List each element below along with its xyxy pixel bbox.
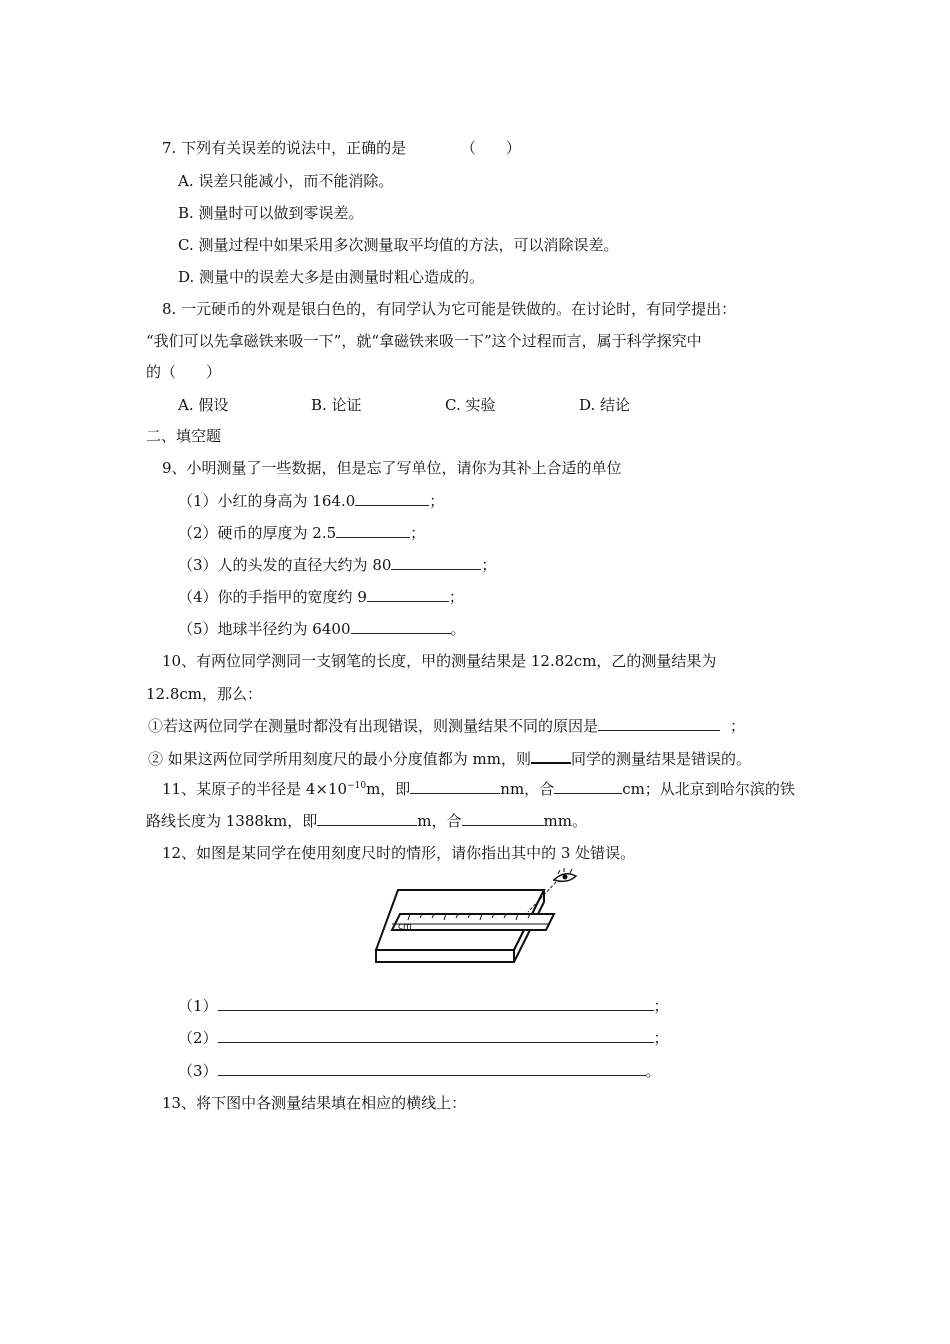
q7-stem-text: 7. 下列有关误差的说法中，正确的是 [162,139,407,157]
ruler-figure [368,862,584,972]
q9-item-5-text: （5）地球半径约为 6400 [178,620,351,638]
q12-answer-3-num: （3） [178,1062,218,1080]
q10-line-1: 10、有两位同学测同一支钢笔的长度，甲的测量结果是 12.82cm，乙的测量结果为 [162,652,717,670]
q9-item-1-text: （1）小红的身高为 164.0 [178,492,356,510]
q10-line-2: 12.8cm，那么： [146,685,263,703]
q10-sub-2 [148,748,751,769]
q9-item-3 [178,555,496,575]
q7-option-d: D. 测量中的误差大多是由测量时粗心造成的。 [178,268,485,286]
section-title-fill-in: 二、填空题 [146,427,222,445]
q9-item-3-text: （3）人的头发的直径大约为 80 [178,556,392,574]
q8-line-1: 8. 一元硬币的外观是银白色的，有同学认为它可能是铁做的。在讨论时，有同学提出： [162,300,737,318]
q9-item-4 [178,587,464,607]
q12-answer-2-blank[interactable] [218,1028,654,1043]
q8-option-b: B. 论证 [311,396,362,414]
q7-answer-paren: （ ） [460,139,521,157]
q9-item-5 [178,619,466,639]
q7-option-b: B. 测量时可以做到零误差。 [178,204,364,222]
q8-line-3: 的（ ） [146,363,222,381]
q9-item-3-end: ； [481,556,497,574]
q12-answer-1-end: ； [653,997,669,1015]
q12-answer-3-end: 。 [645,1062,661,1080]
q12-answer-2-end: ； [653,1029,669,1047]
q7-stem [162,138,521,158]
q9-item-5-end: 。 [450,620,466,638]
q12-answer-3 [178,1061,661,1081]
q8-option-d: D. 结论 [579,396,631,414]
q10-sub-2-text-b: 同学的测量结果是错误的。 [571,750,752,768]
q7-option-c: C. 测量过程中如果采用多次测量取平均值的方法，可以消除误差。 [178,236,619,254]
q9-item-2 [178,523,425,543]
q13-stem: 13、将下图中各测量结果填在相应的横线上： [162,1094,467,1112]
q10-sub-1 [148,716,745,736]
q9-item-3-blank[interactable] [391,555,481,570]
eye-icon [554,868,576,881]
q11-text-c: nm，合 [500,780,555,798]
q10-sub-2-blank[interactable] [531,748,571,764]
block-front-face [376,950,514,962]
q9-item-1-blank[interactable] [355,491,429,506]
q12-answer-2 [178,1028,669,1048]
q9-item-1-end: ； [429,492,445,510]
q11-blank-mm[interactable] [462,811,544,826]
ruler-unit-label: cm [398,922,412,932]
q11-blank-cm[interactable] [554,779,622,794]
q8-line-2: “我们可以先拿磁铁来吸一下”，就“拿磁铁来吸一下”这个过程而言，属于科学探究中 [146,332,702,350]
q12-answer-1 [178,996,669,1016]
q11-line-1 [162,779,795,799]
q10-sub-1-text: ①若这两位同学在测量时都没有出现错误，则测量结果不同的原因是 [148,717,599,735]
q9-item-2-text: （2）硬币的厚度为 2.5 [178,524,337,542]
q9-item-2-end: ； [410,524,426,542]
q12-answer-3-blank[interactable] [218,1061,646,1076]
q9-item-2-blank[interactable] [336,523,410,538]
q7-option-a: A. 误差只能减小，而不能消除。 [178,172,394,190]
q9-item-5-blank[interactable] [351,619,451,634]
q9-item-4-text: （4）你的手指甲的宽度约 9 [178,588,367,606]
q11-blank-m[interactable] [317,811,417,826]
q9-item-4-end: ； [448,588,464,606]
q10-sub-1-end: ； [730,717,746,735]
q11-text-e: 路线长度为 1388km，即 [146,812,318,830]
q11-exponent: −10 [347,781,367,791]
q12-answer-1-blank[interactable] [218,996,654,1011]
q8-option-c: C. 实验 [445,396,496,414]
q11-text-g: mm。 [543,812,587,830]
q12-answer-2-num: （2） [178,1029,218,1047]
q9-stem: 9、小明测量了一些数据，但是忘了写单位，请你为其补上合适的单位 [162,459,622,477]
q10-sub-1-blank[interactable] [598,716,720,731]
q12-answer-1-num: （1） [178,997,218,1015]
q11-line-2 [146,811,587,831]
q11-text-d: cm；从北京到哈尔滨的铁 [622,780,795,798]
q11-text-b: m，即 [366,780,411,798]
q9-item-1 [178,491,444,511]
q11-blank-nm[interactable] [410,779,500,794]
q11-text-a: 11、某原子的半径是 4×10 [162,780,348,798]
q10-sub-2-text-a: ② 如果这两位同学所用刻度尺的最小分度值都为 mm，则 [148,750,531,768]
q9-item-4-blank[interactable] [367,587,449,602]
q12-stem: 12、如图是某同学在使用刻度尺时的情形，请你指出其中的 3 处错误。 [162,844,636,862]
q8-option-a: A. 假设 [178,396,229,414]
ruler [392,914,554,930]
q11-text-f: m，合 [417,812,462,830]
